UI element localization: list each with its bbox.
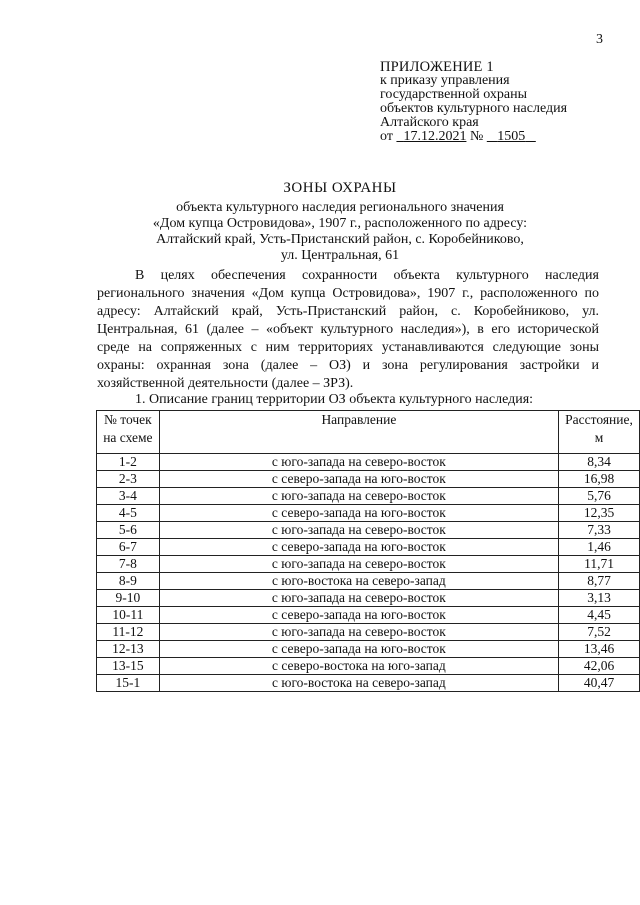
cell-distance: 40,47 xyxy=(559,675,640,692)
table-row xyxy=(97,624,640,641)
cell-points: 2-3 xyxy=(97,471,160,488)
subtitle-line: «Дом купца Островидова», 1907 г., расположенного по адресу: xyxy=(152,216,528,231)
order-number: 1505 xyxy=(497,129,526,144)
cell-direction: с юго-запада на северо-восток xyxy=(159,454,558,471)
table-row xyxy=(97,556,640,573)
cell-distance: 11,71 xyxy=(559,556,640,573)
number-prefix: № xyxy=(469,129,484,144)
cell-direction: с северо-запада на юго-восток xyxy=(159,471,558,488)
cell-points: 15-1 xyxy=(97,675,160,692)
order-date: 17.12.2021 xyxy=(403,129,467,144)
cell-distance: 12,35 xyxy=(559,505,640,522)
appendix-line: к приказу управления xyxy=(380,73,510,88)
cell-direction: с юго-запада на северо-восток xyxy=(159,590,558,607)
cell-distance: 8,77 xyxy=(559,573,640,590)
subtitle-line: объекта культурного наследия регионального значения xyxy=(176,200,504,215)
appendix-block xyxy=(380,60,567,144)
table-row xyxy=(97,658,640,675)
cell-distance: 7,52 xyxy=(559,624,640,641)
intro-paragraph: В целях обеспечения сохранности объекта культурного наследия регионального значения «Дом купца Островидова», 1907 г., расположенного по адресу: Алтайский край, Усть-Пристанский район, с. Коробейниково, ул. Центральная, 61 (далее – «объект культурного наследия»), в его исторической среде на сопряженных с ним территориях устанавливаются следующие зоны охраны: охранная зона (далее – ОЗ) и зона регулирования застройки и хозяйственной деятельности (далее – ЗРЗ). xyxy=(97,268,599,391)
cell-distance: 1,46 xyxy=(559,539,640,556)
cell-points: 1-2 xyxy=(97,454,160,471)
cell-direction: с юго-запада на северо-восток xyxy=(159,556,558,573)
table-row xyxy=(97,573,640,590)
cell-direction: с юго-востока на северо-запад xyxy=(159,573,558,590)
cell-points: 12-13 xyxy=(97,641,160,658)
appendix-line: государственной охраны xyxy=(380,87,528,102)
cell-distance: 16,98 xyxy=(559,471,640,488)
cell-points: 7-8 xyxy=(97,556,160,573)
cell-distance: 8,34 xyxy=(559,454,640,471)
appendix-line: Алтайского края xyxy=(380,115,479,130)
cell-points: 5-6 xyxy=(97,522,160,539)
cell-distance: 7,33 xyxy=(559,522,640,539)
column-header-distance: Расстояние, м xyxy=(559,411,640,454)
cell-points: 13-15 xyxy=(97,658,160,675)
cell-points: 3-4 xyxy=(97,488,160,505)
table-row xyxy=(97,471,640,488)
subtitle-line: Алтайский край, Усть-Пристанский район, с. Коробейниково, xyxy=(156,232,524,247)
table-header-row xyxy=(97,411,640,454)
boundary-table xyxy=(96,410,640,692)
cell-direction: с северо-востока на юго-запад xyxy=(159,658,558,675)
cell-direction: с северо-запада на юго-восток xyxy=(159,607,558,624)
page-number: 3 xyxy=(596,32,603,47)
table-row xyxy=(97,590,640,607)
appendix-head: ПРИЛОЖЕНИЕ 1 xyxy=(380,59,494,75)
table-row xyxy=(97,539,640,556)
table-row xyxy=(97,454,640,471)
cell-direction: с юго-запада на северо-восток xyxy=(159,624,558,641)
cell-distance: 5,76 xyxy=(559,488,640,505)
table-row xyxy=(97,488,640,505)
document-title: ЗОНЫ ОХРАНЫ xyxy=(283,180,397,196)
cell-points: 9-10 xyxy=(97,590,160,607)
column-header-points: № точек на схеме xyxy=(97,411,160,454)
cell-direction: с северо-запада на юго-восток xyxy=(159,505,558,522)
table-row xyxy=(97,505,640,522)
cell-points: 6-7 xyxy=(97,539,160,556)
date-prefix: от xyxy=(380,129,393,144)
table-body xyxy=(97,454,640,692)
table-row xyxy=(97,522,640,539)
cell-distance: 13,46 xyxy=(559,641,640,658)
table-row xyxy=(97,641,640,658)
cell-distance: 4,45 xyxy=(559,607,640,624)
cell-points: 4-5 xyxy=(97,505,160,522)
section-heading: 1. Описание границ территории ОЗ объекта культурного наследия: xyxy=(135,392,534,407)
cell-direction: с юго-запада на северо-восток xyxy=(159,522,558,539)
cell-direction: с северо-запада на юго-восток xyxy=(159,641,558,658)
cell-points: 8-9 xyxy=(97,573,160,590)
cell-direction: с юго-востока на северо-запад xyxy=(159,675,558,692)
cell-distance: 42,06 xyxy=(559,658,640,675)
table-row xyxy=(97,675,640,692)
cell-points: 10-11 xyxy=(97,607,160,624)
cell-points: 11-12 xyxy=(97,624,160,641)
cell-direction: с северо-запада на юго-восток xyxy=(159,539,558,556)
title-block xyxy=(60,180,620,264)
subtitle-line: ул. Центральная, 61 xyxy=(280,248,400,263)
appendix-line: объектов культурного наследия xyxy=(380,101,568,116)
column-header-direction: Направление xyxy=(159,411,558,454)
appendix-date-line xyxy=(380,130,567,144)
cell-direction: с юго-запада на северо-восток xyxy=(159,488,558,505)
table-row xyxy=(97,607,640,624)
cell-distance: 3,13 xyxy=(559,590,640,607)
